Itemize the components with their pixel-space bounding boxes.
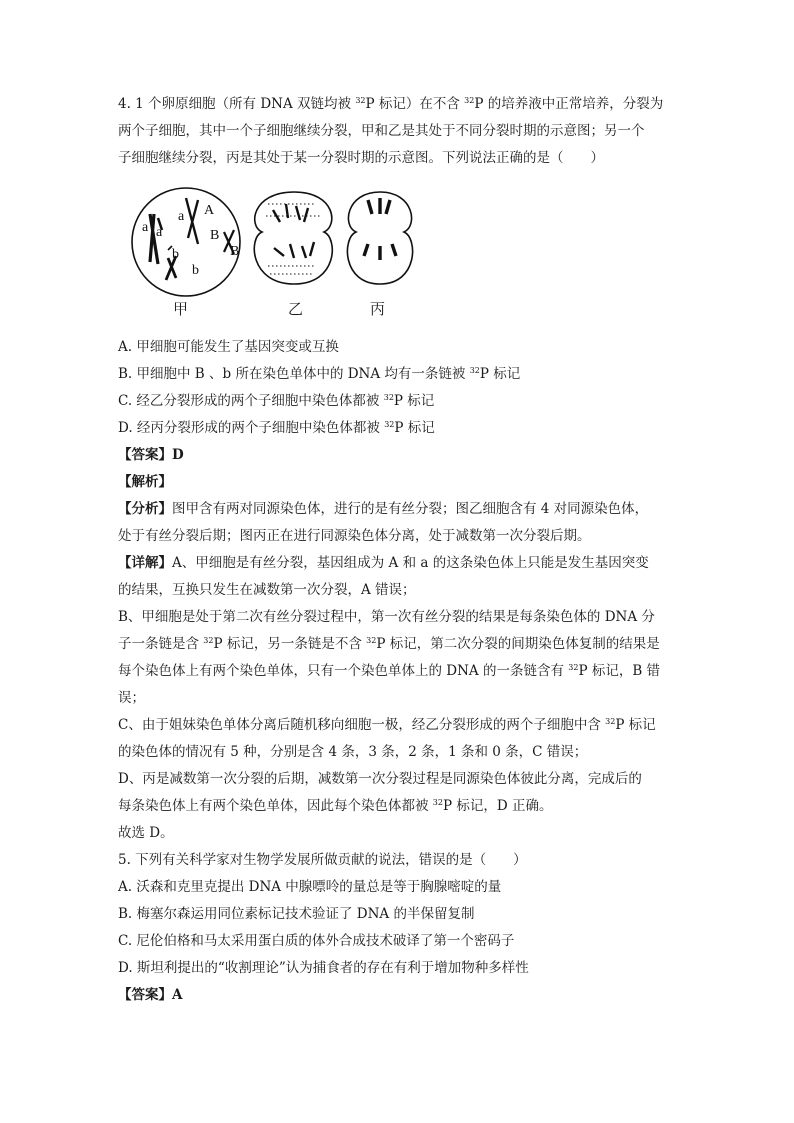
q5-stem: 5. 下列有关科学家对生物学发展所做贡献的说法，错误的是（ ） — [118, 852, 527, 868]
q4-option-a: A. 甲细胞可能发生了基因突变或互换 — [118, 339, 339, 355]
q4-detail-line-9: D、丙是减数第一次分裂的后期，减数第一次分裂过程是同源染色体彼此分离，完成后的 — [118, 771, 642, 787]
q4-analysis-heading: 【解析】 — [118, 474, 172, 490]
gene-label: B — [230, 244, 240, 259]
q4-detail-line-11: 故选 D。 — [118, 825, 174, 841]
q5-option-b: B. 梅塞尔森运用同位素标记技术验证了 DNA 的半保留复制 — [118, 906, 475, 922]
cell-a-diagram — [132, 188, 240, 296]
q4-analysis-line-2: 处于有丝分裂后期；图丙正在进行同源染色体分离，处于减数第一次分裂后期。 — [118, 528, 591, 544]
gene-label: B — [210, 228, 220, 243]
q4-stem-line-3: 子细胞继续分裂，丙是其处于某一分裂时期的示意图。下列说法正确的是（ ） — [118, 150, 604, 166]
cell-division-figure — [128, 186, 428, 301]
q4-stem-line-2: 两个子细胞，其中一个子细胞继续分裂，甲和乙是其处于不同分裂时期的示意图；另一个 — [118, 123, 645, 139]
figure-caption-a: 甲 — [173, 300, 189, 318]
q4-detail-line-1: 【详解】A、甲细胞是有丝分裂，基因组成为 A 和 a 的这条染色体上只能是发生基因突变 — [118, 555, 649, 571]
q4-detail-line-7: C、由于姐妹染色单体分离后随机移向细胞一极，经乙分裂形成的两个子细胞中含 $^{32}$P 标记 — [118, 717, 656, 733]
gene-label: a — [142, 220, 149, 235]
q4-option-c: C. 经乙分裂形成的两个子细胞中染色体都被 $^{32}$P 标记 — [118, 393, 435, 409]
q4-detail-line-4: 子一条链是含 $^{32}$P 标记，另一条链是不含 $^{32}$P 标记，第二次分裂的间期染色体复制的结果是 — [118, 636, 660, 652]
q4-analysis-line-1: 【分析】图甲含有两对同源染色体，进行的是有丝分裂；图乙细胞含有 4 对同源染色体， — [118, 501, 649, 517]
cell-b-diagram — [254, 192, 332, 284]
q4-detail-line-2: 的结果，互换只发生在减数第一次分裂，A 错误； — [118, 582, 416, 598]
gene-label: b — [192, 263, 199, 278]
q4-stem-line-1: 4. 1 个卵原细胞（所有 DNA 双链均被 $^{32}$P 标记）在不含 $^{32}$P 的培养液中正常培养，分裂为 — [118, 96, 664, 112]
figure-caption-c: 丙 — [370, 300, 386, 318]
gene-label: a — [178, 209, 185, 224]
gene-label: a — [156, 225, 163, 240]
q5-option-d: D. 斯坦利提出的“收割理论”认为捕食者的存在有利于增加物种多样性 — [118, 960, 529, 976]
q4-detail-line-3: B、甲细胞是处于第二次有丝分裂过程中，第一次有丝分裂的结果是每条染色体的 DNA 分 — [118, 609, 655, 625]
q4-detail-line-10: 每条染色体上有两个染色单体，因此每个染色体都被 $^{32}$P 标记，D 正确。 — [118, 798, 553, 814]
figure-caption-b: 乙 — [288, 300, 304, 318]
cell-c-diagram — [347, 192, 412, 284]
q4-detail-line-8: 的染色体的情况有 5 种，分别是含 4 条，3 条，2 条，1 条和 0 条，C 错误； — [118, 744, 588, 760]
q4-option-d: D. 经丙分裂形成的两个子细胞中染色体都被 $^{32}$P 标记 — [118, 420, 435, 436]
q4-detail-line-5: 每个染色体上有两个染色单体，只有一个染色单体上的 DNA 的一条链含有 $^{32}$P 标记，B 错 — [118, 663, 661, 679]
q4-answer: 【答案】D — [118, 447, 184, 463]
q5-option-a: A. 沃森和克里克提出 DNA 中腺嘌呤的量总是等于胸腺嘧啶的量 — [118, 879, 502, 895]
q5-answer: 【答案】A — [118, 987, 183, 1003]
gene-label: A — [204, 203, 215, 218]
q4-detail-line-6: 误； — [118, 690, 145, 706]
q5-option-c: C. 尼伦伯格和马太采用蛋白质的体外合成技术破译了第一个密码子 — [118, 933, 515, 949]
gene-label: b — [172, 247, 179, 262]
q4-option-b: B. 甲细胞中 B 、b 所在染色单体中的 DNA 均有一条链被 $^{32}$P 标记 — [118, 366, 521, 382]
